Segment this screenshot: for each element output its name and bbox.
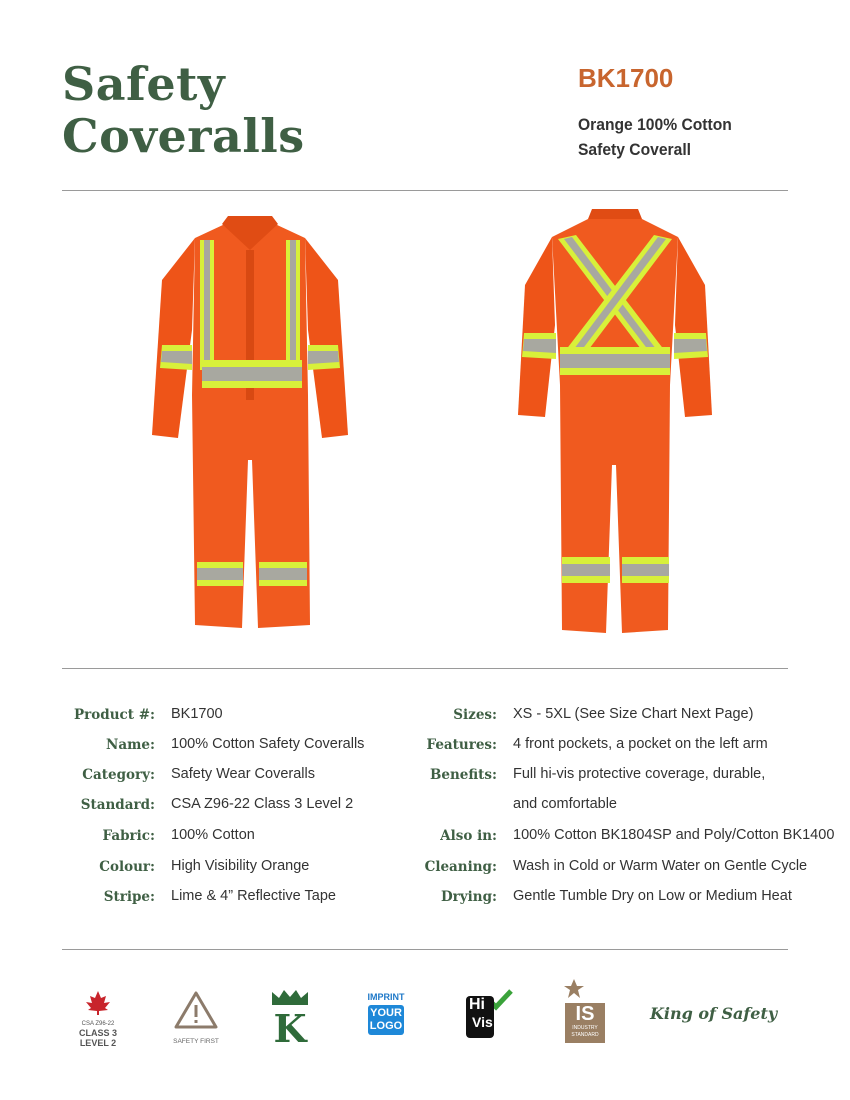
product-subtitle bbox=[578, 112, 790, 162]
csa-certification-logo bbox=[70, 990, 126, 1048]
middle-divider bbox=[62, 668, 788, 669]
spec-value: Gentle Tumble Dry on Low or Medium Heat bbox=[513, 888, 792, 904]
hi-vis-logo bbox=[464, 988, 514, 1040]
bottom-divider bbox=[62, 949, 788, 950]
product-sku: BK1700 bbox=[578, 63, 674, 93]
spec-value: Safety Wear Coveralls bbox=[171, 766, 315, 782]
industry-standard-logo bbox=[560, 978, 610, 1046]
spec-label: Sizes: bbox=[453, 707, 497, 723]
specs-right bbox=[0, 704, 850, 924]
csa-standard-text: CSA Z96-22 bbox=[81, 1021, 115, 1027]
maple-leaf-icon bbox=[70, 990, 126, 1016]
spec-label: Features: bbox=[426, 737, 497, 753]
king-of-safety-brand: King of Safety bbox=[650, 1004, 778, 1023]
industry-text: INDUSTRY bbox=[572, 1025, 598, 1031]
spec-value: BK1700 bbox=[171, 706, 223, 722]
crown-icon bbox=[268, 988, 312, 1006]
your-text: YOUR bbox=[370, 1007, 402, 1019]
hi-vis-panel bbox=[466, 996, 494, 1038]
coverall-back-image bbox=[510, 205, 720, 640]
title-line-2: Coveralls bbox=[62, 109, 305, 163]
csa-class-text: CLASS 3 bbox=[78, 1028, 117, 1038]
is-badge bbox=[565, 1003, 605, 1043]
spec-label: Benefits: bbox=[429, 767, 497, 783]
spec-label: Category: bbox=[82, 767, 155, 783]
spec-label: Name: bbox=[106, 737, 155, 753]
spec-label: Product #: bbox=[74, 707, 155, 723]
spec-value: XS - 5XL (See Size Chart Next Page) bbox=[513, 706, 754, 722]
safety-first-text: SAFETY FIRST bbox=[173, 1038, 219, 1045]
spec-value: Full hi-vis protective coverage, durable, bbox=[513, 766, 766, 782]
spec-label: Stripe: bbox=[103, 889, 155, 905]
spec-value: 100% Cotton Safety Coveralls bbox=[171, 736, 365, 752]
page-title bbox=[62, 58, 382, 162]
spec-value: 100% Cotton bbox=[171, 827, 255, 843]
spec-label: Colour: bbox=[99, 859, 155, 875]
spec-label: Drying: bbox=[440, 889, 497, 905]
coverall-front-image bbox=[140, 210, 360, 640]
subtitle-line-1: Orange 100% Cotton bbox=[578, 115, 732, 134]
spec-label: Fabric: bbox=[102, 828, 155, 844]
k-letter: K bbox=[273, 1006, 307, 1051]
warning-triangle-icon bbox=[168, 990, 224, 1030]
vis-text: Vis bbox=[472, 1014, 493, 1030]
k-crown-logo bbox=[268, 988, 312, 1051]
spec-label: Also in: bbox=[440, 828, 497, 844]
spec-label: Cleaning: bbox=[424, 859, 497, 875]
spec-value: 100% Cotton BK1804SP and Poly/Cotton BK1400 bbox=[513, 827, 835, 843]
is-text: IS bbox=[575, 1003, 595, 1025]
subtitle-line-2: Safety Coverall bbox=[578, 140, 692, 159]
top-divider bbox=[62, 190, 788, 191]
star-icon bbox=[560, 978, 610, 1000]
csa-level-text: LEVEL 2 bbox=[79, 1038, 117, 1048]
spec-value: and comfortable bbox=[513, 796, 617, 812]
imprint-text: IMPRINT bbox=[367, 992, 405, 1002]
logo-text: LOGO bbox=[369, 1020, 403, 1032]
spec-value: Wash in Cold or Warm Water on Gentle Cycle bbox=[513, 858, 808, 874]
hi-text: Hi bbox=[469, 996, 485, 1013]
spec-value: Lime & 4” Reflective Tape bbox=[171, 888, 336, 904]
spec-label: Standard: bbox=[80, 797, 155, 813]
imprint-your-logo-badge bbox=[364, 992, 408, 1046]
title-line-1: Safety bbox=[62, 57, 226, 111]
standard-text: STANDARD bbox=[571, 1032, 599, 1038]
spec-value: 4 front pockets, a pocket on the left arm bbox=[513, 736, 768, 752]
spec-value: CSA Z96-22 Class 3 Level 2 bbox=[171, 796, 354, 812]
your-logo-box bbox=[368, 1005, 404, 1035]
spec-value: High Visibility Orange bbox=[171, 858, 310, 874]
safety-first-logo bbox=[168, 990, 224, 1046]
